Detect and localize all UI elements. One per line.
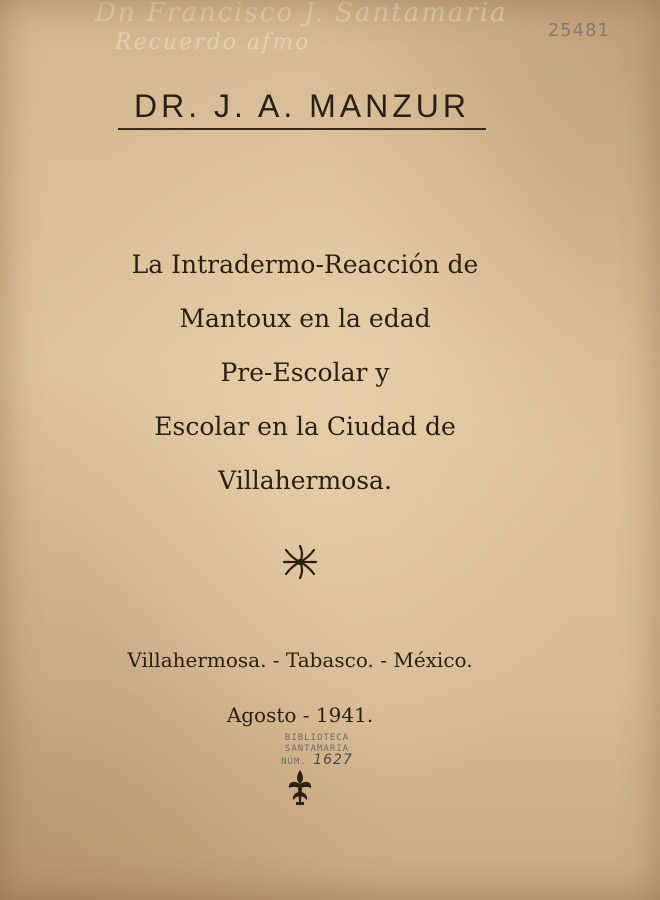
title-line-4: Escolar en la Ciudad de — [154, 412, 456, 441]
stamp-line-biblioteca: BIBLIOTECA — [284, 733, 350, 743]
author-underline — [118, 128, 486, 130]
fleuron-ornament-icon — [286, 768, 314, 808]
inscription-line-1: Dn Francisco J. Santamaria — [95, 0, 508, 28]
author-name: DR. J. A. MANZUR — [133, 88, 470, 124]
publication-date: Agosto - 1941. — [226, 703, 374, 727]
handwritten-inscription — [95, 0, 575, 58]
publication-place: Villahermosa. - Tabasco. - México. — [127, 648, 473, 672]
title-line-5: Villahermosa. — [218, 466, 392, 495]
stamp-number-label: NÚM. — [281, 757, 307, 767]
author-block — [118, 86, 486, 130]
catalog-number: 25481 — [547, 20, 610, 41]
sunburst-ornament-icon — [280, 542, 320, 582]
library-stamp — [262, 733, 372, 768]
title-block — [100, 238, 510, 508]
stamp-number-row — [262, 752, 372, 768]
stamp-number: 1627 — [313, 752, 353, 768]
title-line-1: La Intradermo-Reacción de — [131, 250, 479, 279]
title-line-2: Mantoux en la edad — [179, 304, 431, 333]
title-line-3: Pre-Escolar y — [220, 358, 390, 387]
inscription-line-2: Recuerdo afmo — [115, 30, 311, 55]
stamp-line-santamaria: SANTAMARIA — [284, 744, 350, 754]
